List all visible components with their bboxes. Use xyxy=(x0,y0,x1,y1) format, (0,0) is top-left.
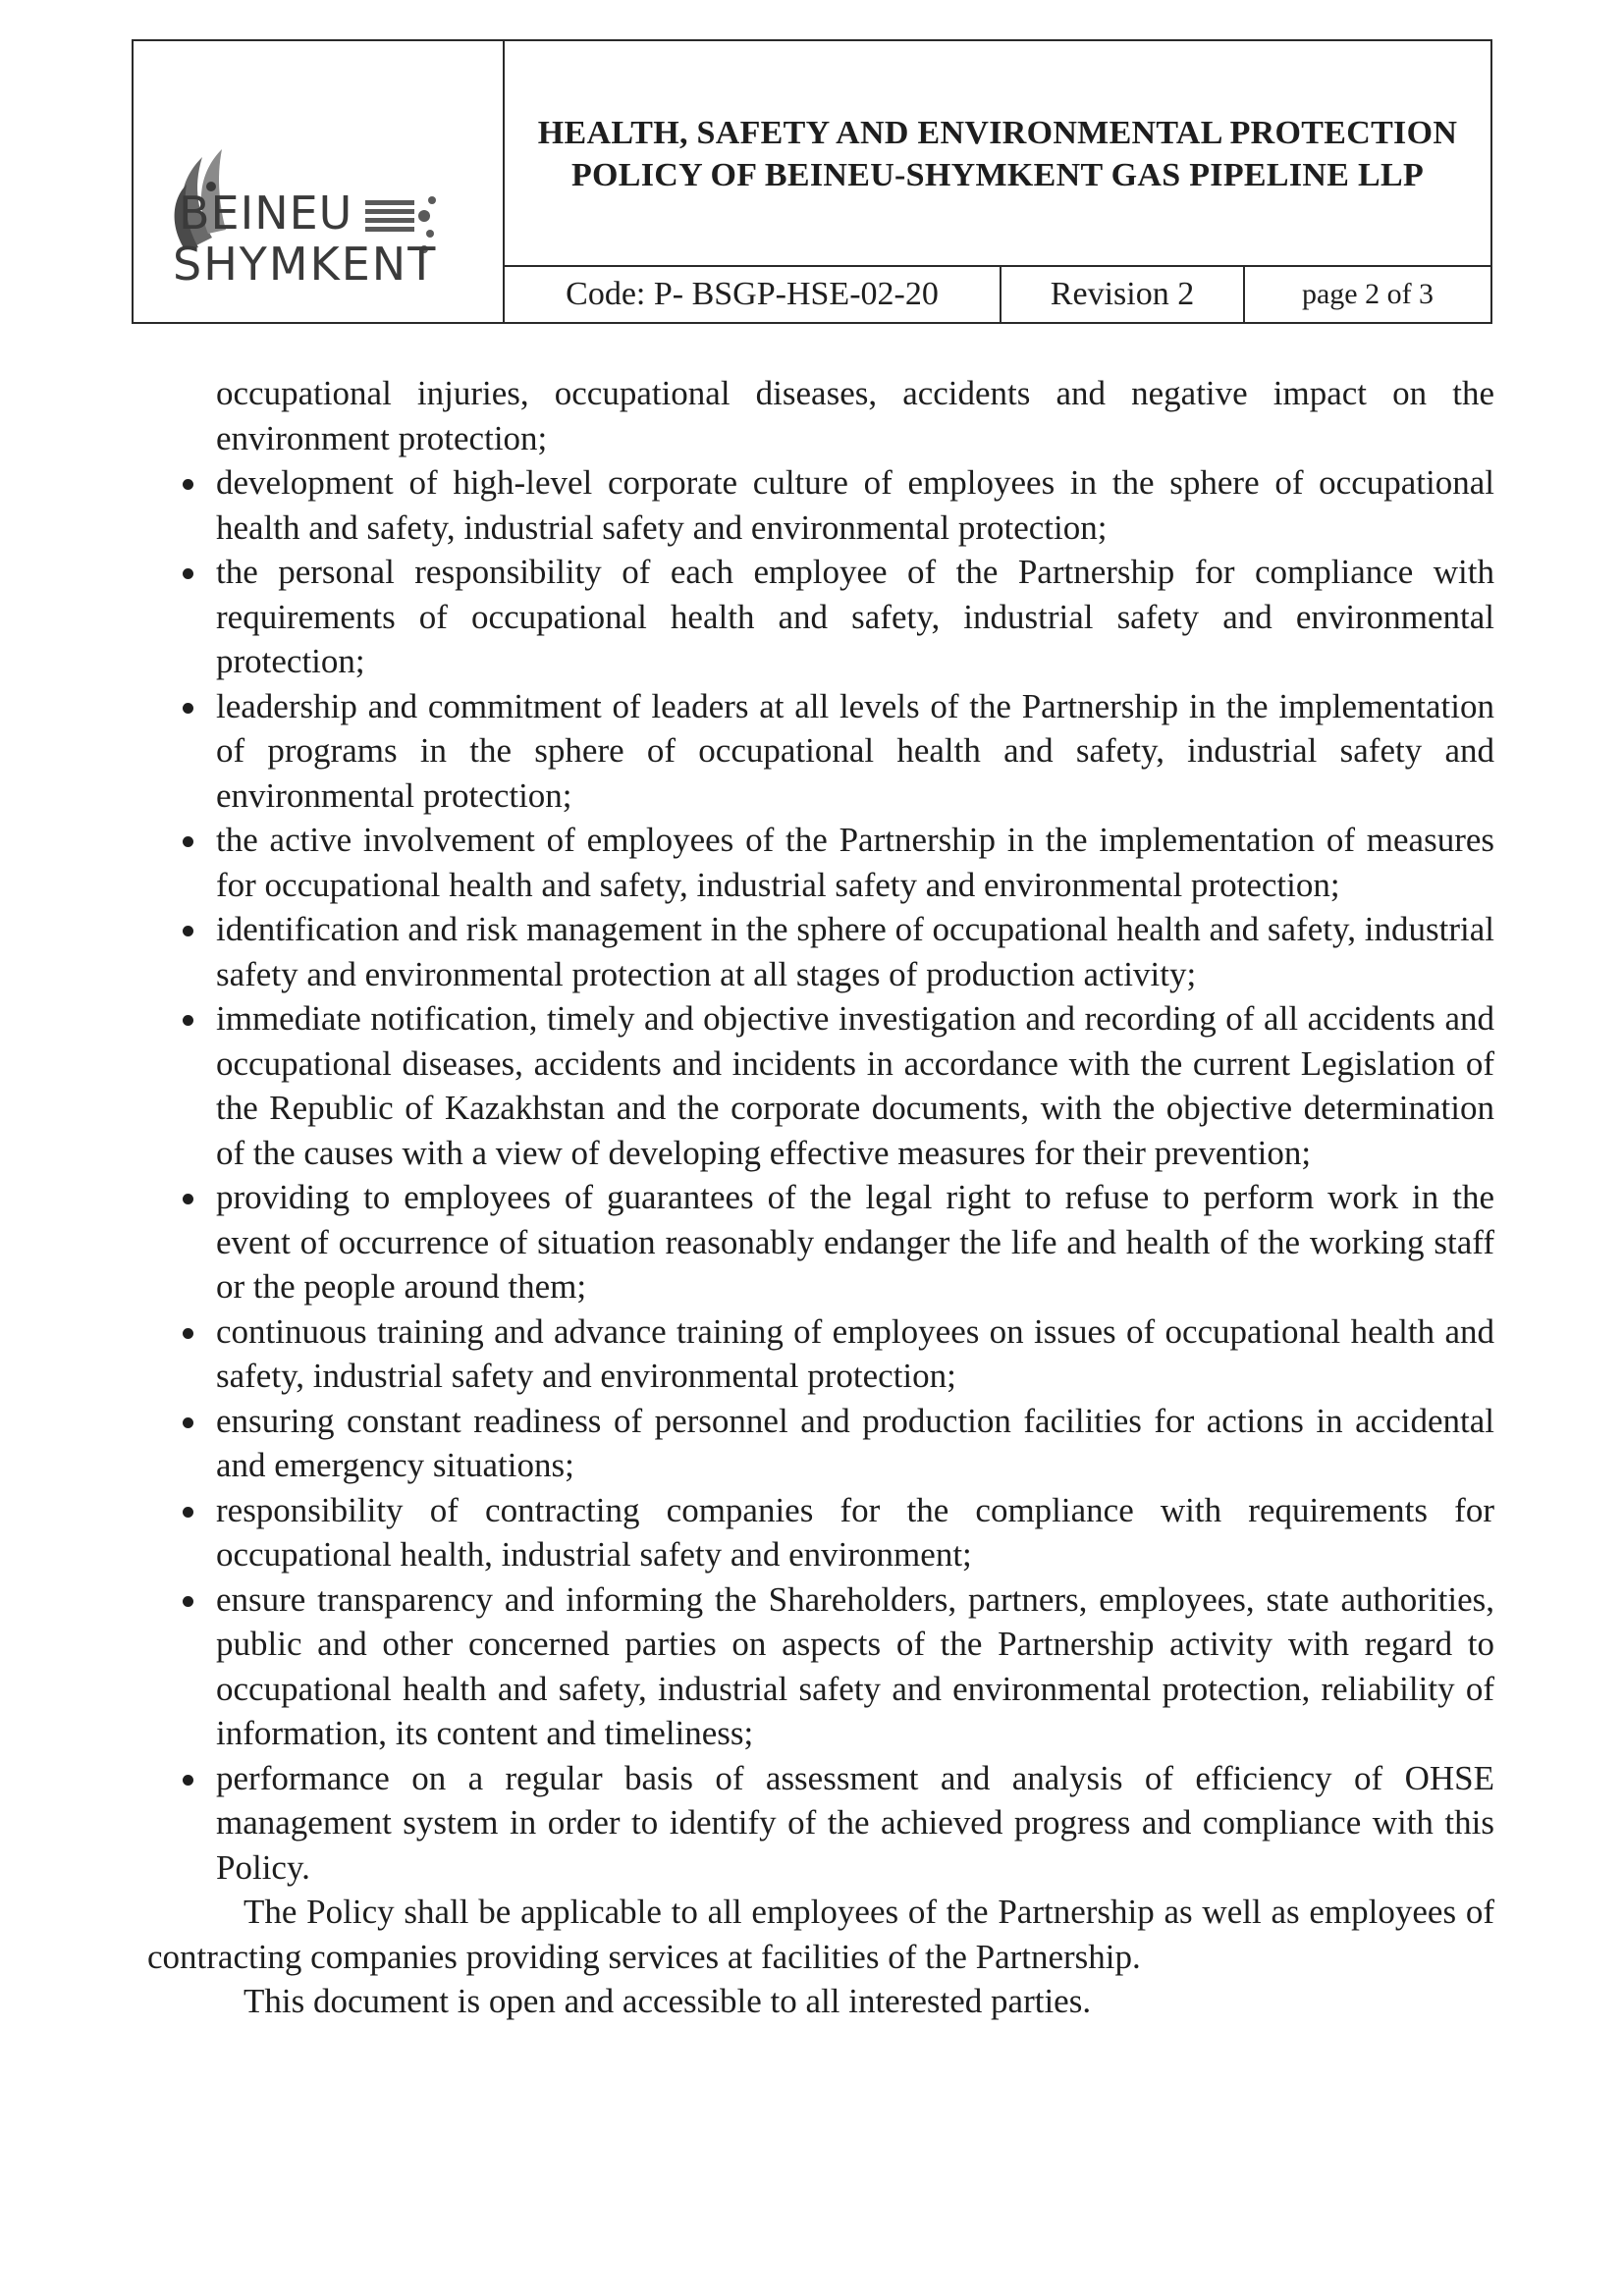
list-item: responsibility of contracting companies for the compliance with requirements for occupational health, industrial safety and environment; xyxy=(147,1488,1494,1577)
list-item: development of high-level corporate culture of employees in the sphere of occupational health and safety, industrial safety and environmental protection; xyxy=(147,460,1494,550)
bullet-icon xyxy=(183,1596,193,1607)
bullet-icon xyxy=(183,703,193,714)
bullet-icon xyxy=(183,926,193,936)
list-item: immediate notification, timely and objective investigation and recording of all accidents and occupational diseases, accidents and incidents in accordance with the current Legislation of the Republic of Kazakhstan and the corporate documents, with the objective determination of the causes with a view of developing effective measures for their prevention; xyxy=(147,996,1494,1175)
bullet-icon xyxy=(183,836,193,847)
document-revision: Revision 2 xyxy=(1001,267,1245,322)
list-item: continuous training and advance training of employees on issues of occupational health and safety, industrial safety and environmental protection; xyxy=(147,1309,1494,1399)
bullet-icon xyxy=(183,1775,193,1786)
accessibility-paragraph: This document is open and accessible to all interested parties. xyxy=(244,1982,1092,2020)
bullet-icon xyxy=(183,1417,193,1428)
policy-body xyxy=(147,371,1494,2024)
page-number: page 2 of 3 xyxy=(1301,278,1435,310)
bullet-icon xyxy=(183,1015,193,1026)
applicability-paragraph: The Policy shall be applicable to all employees of the Partnership as well as employees of contracting companies providing services at facilities of the Partnership. xyxy=(147,1893,1494,1976)
list-item: ensure transparency and informing the Shareholders, partners, employees, state authorities, public and other concerned parties on aspects of the Partnership activity with regard to occupational health and safety, industrial safety and environmental protection, reliability of information, its content and timeliness; xyxy=(147,1577,1494,1756)
bullet-icon xyxy=(183,568,193,579)
list-item: identification and risk management in the sphere of occupational health and safety, industrial safety and environmental protection at all stages of production activity; xyxy=(147,907,1494,996)
list-item: leadership and commitment of leaders at all levels of the Partnership in the implementation of programs in the sphere of occupational health and safety, industrial safety and environmental protection; xyxy=(147,684,1494,819)
logo-line-1: BEINEU xyxy=(179,187,353,240)
list-item: providing to employees of guarantees of the legal right to refuse to perform work in the event of occurrence of situation reasonably endanger the life and health of the working staff or the people around them; xyxy=(147,1175,1494,1309)
bullet-icon xyxy=(183,1328,193,1339)
list-item: ensuring constant readiness of personnel and production facilities for actions in accidental and emergency situations; xyxy=(147,1399,1494,1488)
bullet-icon xyxy=(183,1507,193,1518)
header-table xyxy=(132,39,1492,324)
document-meta-row xyxy=(505,265,1490,322)
logo-line-2: SHYMKENT xyxy=(173,238,438,291)
company-logo xyxy=(134,41,505,322)
document-title: HEALTH, SAFETY AND ENVIRONMENTAL PROTECTION POLICY OF BEINEU-SHYMKENT GAS PIPELINE LLP xyxy=(537,115,1458,193)
list-item: performance on a regular basis of assessment and analysis of efficiency of OHSE management system in order to identify of the achieved progress and compliance with this Policy. xyxy=(147,1756,1494,1891)
continuation-paragraph: occupational injuries, occupational diseases, accidents and negative impact on the environment protection; xyxy=(216,374,1494,457)
list-item: the active involvement of employees of the Partnership in the implementation of measures for occupational health and safety, industrial safety and environmental protection; xyxy=(147,818,1494,907)
bullet-icon xyxy=(183,1194,193,1204)
commitments-list xyxy=(147,460,1494,1890)
bullet-icon xyxy=(183,479,193,490)
document-code: Code: P- BSGP-HSE-02-20 xyxy=(505,267,1001,322)
list-item: the personal responsibility of each employee of the Partnership for compliance with requirements of occupational health and safety, industrial safety and environmental protection; xyxy=(147,550,1494,684)
